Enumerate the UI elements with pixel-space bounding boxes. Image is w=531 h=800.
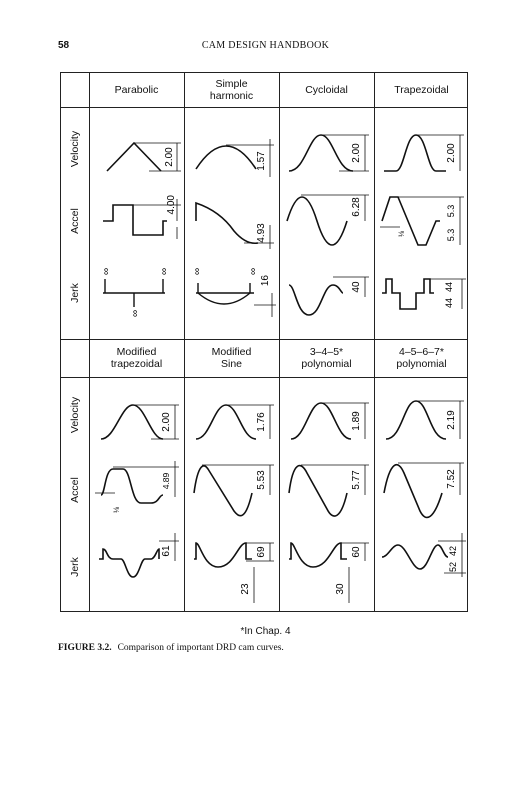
row-label-accel: Accel xyxy=(69,477,81,503)
column-header-parabolic: Parabolic xyxy=(114,84,159,96)
value-label: 42 xyxy=(448,545,458,557)
row-label-accel: Accel xyxy=(69,208,81,234)
value-label: ∞ xyxy=(101,267,112,275)
value-label: ∞ xyxy=(130,309,141,317)
value-label: 69 xyxy=(256,546,267,558)
row-label-velocity: Velocity xyxy=(69,396,81,434)
polynomial-345-velocity-curve xyxy=(279,379,374,451)
value-label: 30 xyxy=(335,583,346,595)
value-label: 2.00 xyxy=(161,412,172,432)
value-label: 1.76 xyxy=(256,412,267,432)
simple-harmonic-accel-curve xyxy=(184,185,279,257)
header-divider xyxy=(61,107,467,108)
parabolic-velocity-curve xyxy=(89,113,184,185)
value-label: 1.57 xyxy=(256,151,267,171)
value-label: 4.00 xyxy=(166,195,177,215)
value-label: ⅛ xyxy=(397,231,406,237)
polynomial-345-jerk-curve xyxy=(279,527,374,607)
cycloidal-jerk-curve xyxy=(279,257,374,329)
modified-sine-jerk-curve xyxy=(184,527,279,607)
value-label: 2.00 xyxy=(351,143,362,163)
value-label: 44 xyxy=(444,297,454,309)
parabolic-accel-curve xyxy=(89,185,184,257)
value-label: 16 xyxy=(260,275,271,287)
value-label: ∞ xyxy=(159,267,170,275)
page-number: 58 xyxy=(58,40,70,51)
value-label: 4.89 xyxy=(161,472,171,490)
running-title: CAM DESIGN HANDBOOK xyxy=(201,40,330,51)
value-label: 2.00 xyxy=(446,143,457,163)
trapezoidal-velocity-curve xyxy=(374,113,469,185)
modified-trapezoidal-velocity-curve xyxy=(89,379,184,451)
value-label: 1.89 xyxy=(351,411,362,431)
modified-sine-accel-curve xyxy=(184,453,279,527)
row-label-jerk: Jerk xyxy=(69,557,81,577)
polynomial-345-accel-curve xyxy=(279,453,374,527)
column-header-4567-polynomial: 4–5–6–7* polynomial xyxy=(396,346,447,370)
value-label: ∞ xyxy=(248,267,259,275)
value-label: 4.93 xyxy=(256,223,267,243)
column-header-simple-harmonic: Simple harmonic xyxy=(209,78,254,102)
trapezoidal-jerk-curve xyxy=(374,257,469,329)
value-label: 23 xyxy=(240,583,251,595)
figure-caption-text: Comparison of important DRD cam curves. xyxy=(117,643,284,653)
header-divider xyxy=(61,377,467,378)
figure-caption xyxy=(58,643,284,653)
footnote: *In Chap. 4 xyxy=(240,626,291,637)
simple-harmonic-jerk-curve xyxy=(184,257,279,329)
value-label: 60 xyxy=(351,546,362,558)
polynomial-4567-accel-curve xyxy=(374,453,469,527)
value-label: 5.3 xyxy=(446,204,456,218)
modified-sine-velocity-curve xyxy=(184,379,279,451)
row-label-velocity: Velocity xyxy=(69,130,81,168)
value-label: ∞ xyxy=(192,267,203,275)
value-label: 61 xyxy=(161,545,172,557)
column-header-345-polynomial: 3–4–5* polynomial xyxy=(301,346,352,370)
trapezoidal-accel-curve xyxy=(374,185,469,257)
value-label: 7.52 xyxy=(446,469,457,489)
column-header-modified-sine: Modified Sine xyxy=(211,346,252,370)
column-header-cycloidal: Cycloidal xyxy=(305,84,348,96)
modified-trapezoidal-accel-curve xyxy=(89,453,184,527)
cycloidal-accel-curve xyxy=(279,185,374,257)
value-label: 5.53 xyxy=(256,470,267,490)
value-label: 5.3 xyxy=(446,228,456,242)
value-label: 40 xyxy=(351,281,362,293)
cam-curves-table xyxy=(60,72,468,612)
modified-trapezoidal-jerk-curve xyxy=(89,527,184,607)
value-label: 2.00 xyxy=(164,147,175,167)
column-header-trapezoidal: Trapezoidal xyxy=(394,84,449,96)
value-label: 44 xyxy=(444,281,454,293)
cycloidal-velocity-curve xyxy=(279,113,374,185)
polynomial-4567-velocity-curve xyxy=(374,379,469,451)
value-label: 52 xyxy=(448,561,458,573)
simple-harmonic-velocity-curve xyxy=(184,113,279,185)
figure-label: FIGURE 3.2. xyxy=(58,643,112,653)
row-label-jerk: Jerk xyxy=(69,283,81,303)
parabolic-jerk-curve xyxy=(89,257,184,329)
value-label: 2.19 xyxy=(446,410,457,430)
column-header-modified-trapezoidal: Modified trapezoidal xyxy=(110,346,163,370)
polynomial-4567-jerk-curve xyxy=(374,527,469,607)
value-label: ⅛ xyxy=(112,507,121,513)
value-label: 5.77 xyxy=(351,470,362,490)
value-label: 6.28 xyxy=(351,197,362,217)
